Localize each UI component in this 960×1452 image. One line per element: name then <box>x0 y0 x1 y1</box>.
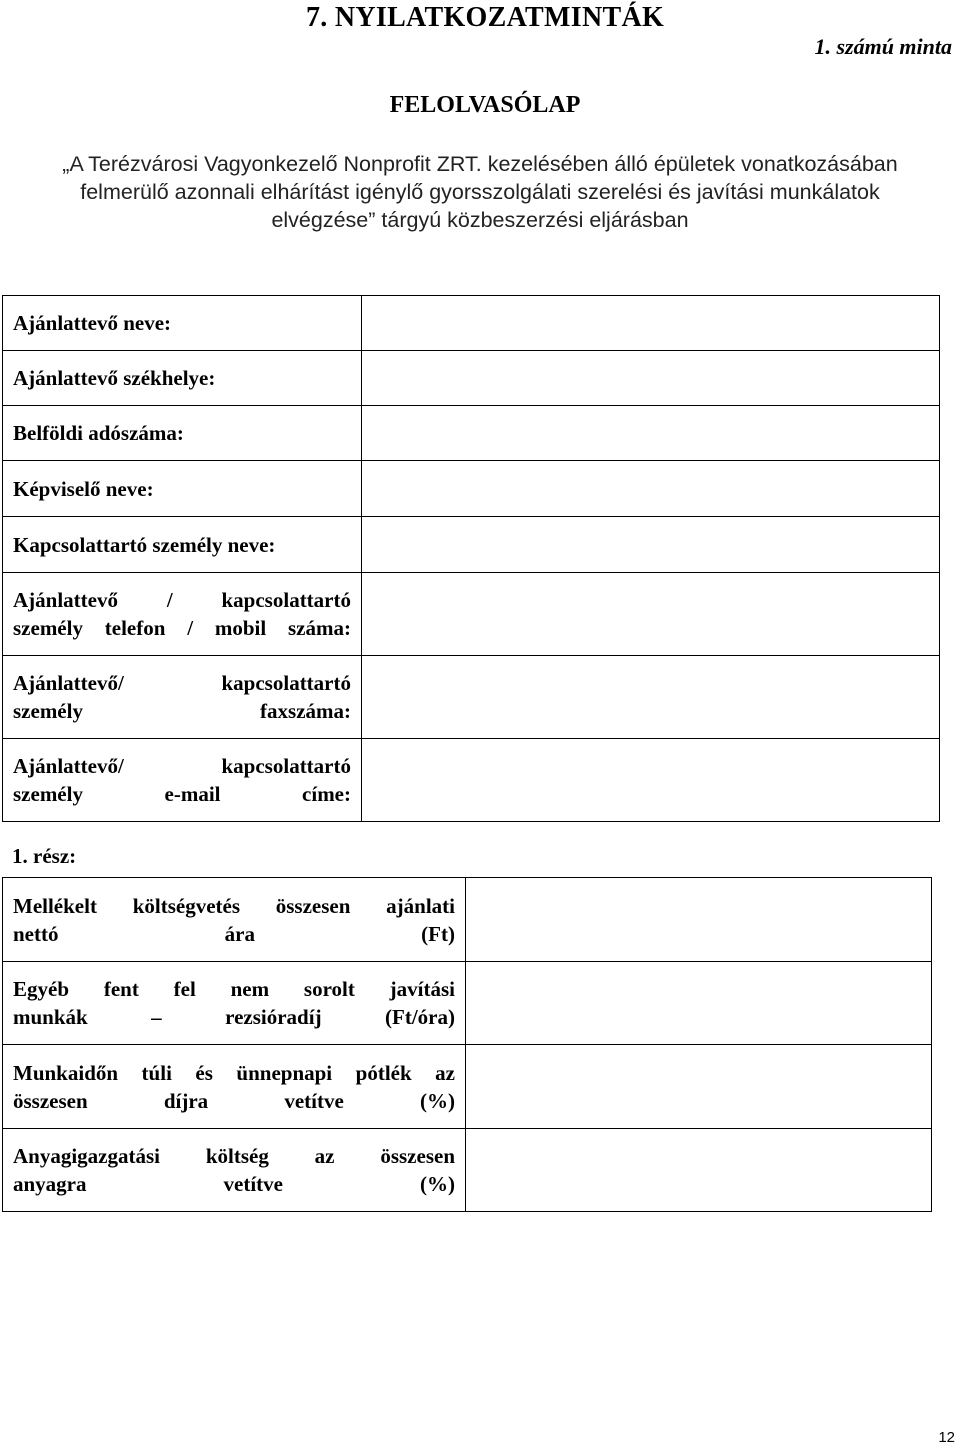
bidder-seat-label: Ajánlattevő székhelye: <box>3 351 362 406</box>
table-row <box>3 1045 932 1129</box>
table-row <box>3 573 940 656</box>
material-handling-cost-field[interactable] <box>466 1129 932 1212</box>
chapter-title: 7. NYILATKOZATMINTÁK <box>305 2 665 33</box>
table-row <box>3 1129 932 1212</box>
phone-field[interactable] <box>362 573 940 656</box>
procurement-subject <box>20 150 940 234</box>
contact-person-name-label: Kapcsolattartó személy neve: <box>3 517 362 573</box>
bidder-name-label: Ajánlattevő neve: <box>3 296 362 351</box>
contact-person-name-field[interactable] <box>362 517 940 573</box>
table-row <box>3 517 940 573</box>
table-row <box>3 351 940 406</box>
material-handling-cost-label: Anyagigazgatási költség az összesen anyagra vetítve (%) <box>3 1129 466 1212</box>
table-row <box>3 406 940 461</box>
phone-label: Ajánlattevő / kapcsolattartó személy telefon / mobil száma: <box>3 573 362 656</box>
email-label: Ajánlattevő/ kapcsolattartó személy e-mail címe: <box>3 739 362 822</box>
overtime-surcharge-label: Munkaidőn túli és ünnepnapi pótlék az összesen díjra vetítve (%) <box>3 1045 466 1129</box>
hourly-rate-label: Egyéb fent fel nem sorolt javítási munkák – rezsióradíj (Ft/óra) <box>3 962 466 1045</box>
fax-label: Ajánlattevő/ kapcsolattartó személy faxszáma: <box>3 656 362 739</box>
intro-line: „A Terézvárosi Vagyonkezelő Nonprofit ZRT. kezelésében álló épületek vonatkozásában <box>62 152 898 176</box>
table-row <box>3 296 940 351</box>
net-price-label: Mellékelt költségvetés összesen ajánlati nettó ára (Ft) <box>3 878 466 962</box>
table-row <box>3 461 940 517</box>
part-1-price-table <box>2 877 932 1212</box>
representative-name-label: Képviselő neve: <box>3 461 362 517</box>
table-row <box>3 962 932 1045</box>
sample-number-label: 1. számú minta <box>814 34 952 59</box>
page-number: 12 <box>938 1429 955 1446</box>
tax-number-field[interactable] <box>362 406 940 461</box>
part-1-label: 1. rész: <box>12 844 77 868</box>
table-row <box>3 656 940 739</box>
bidder-name-field[interactable] <box>362 296 940 351</box>
table-row <box>3 878 932 962</box>
intro-line: felmerülő azonnali elhárítást igénylő gyorsszolgálati szerelési és javítási munkálatok <box>80 180 880 204</box>
net-price-field[interactable] <box>466 878 932 962</box>
tax-number-label: Belföldi adószáma: <box>3 406 362 461</box>
bidder-seat-field[interactable] <box>362 351 940 406</box>
representative-name-field[interactable] <box>362 461 940 517</box>
email-field[interactable] <box>362 739 940 822</box>
overtime-surcharge-field[interactable] <box>466 1045 932 1129</box>
sheet-title: FELOLVASÓLAP <box>389 92 581 118</box>
fax-field[interactable] <box>362 656 940 739</box>
hourly-rate-field[interactable] <box>466 962 932 1045</box>
bidder-details-table <box>2 295 940 822</box>
table-row <box>3 739 940 822</box>
intro-line: elvégzése” tárgyú közbeszerzési eljárásban <box>271 208 689 232</box>
